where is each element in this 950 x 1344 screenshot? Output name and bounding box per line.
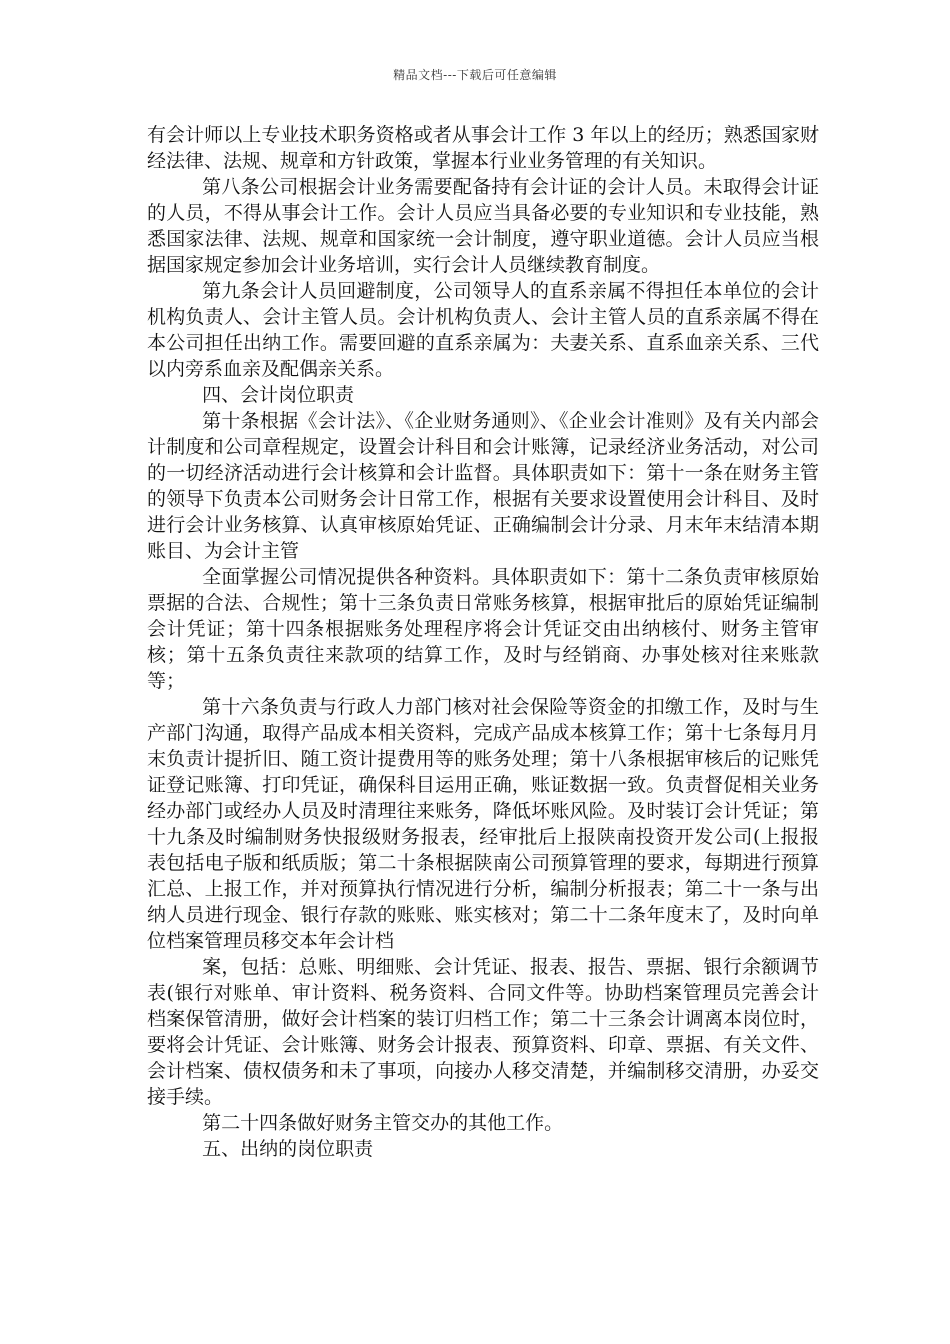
paragraph-article-9: 第九条会计人员回避制度，公司领导人的直系亲属不得担任本单位的会计机构负责人、会计主管人员。会计机构负责人、会计主管人员的直系亲属不得在本公司担任出纳工作。需要回避的直系亲属为：夫妻关系、直系血亲关系、三代以内旁系血亲及配偶亲关系。 <box>147 280 819 380</box>
paragraph-archives-article-23: 案，包括：总账、明细账、会计凭证、报表、报告、票据、银行余额调节表(银行对账单、审计资料、税务资料、合同文件等。协助档案管理员完善会计档案保管清册，做好会计档案的装订归档工作；第二十三条会计调离本岗位时，要将会计凭证、会计账簿、财务会计报表、预算资料、印章、票据、有关文件、会计档案、债权债务和未了事项，向接办人移交清楚，并编制移交清册，办妥交接手续。 <box>147 956 819 1108</box>
document-body <box>147 122 819 1162</box>
page-header: 精品文档---下载后可任意编辑 <box>393 68 557 82</box>
paragraph-article-10-11: 第十条根据《会计法》、《企业财务通则》、《企业会计准则》及有关内部会计制度和公司章程规定，设置会计科目和会计账簿，记录经济业务活动，对公司的一切经济活动进行会计核算和会计监督。具体职责如下：第十一条在财务主管的领导下负责本公司财务会计日常工作，根据有关要求设置使用会计科目、及时进行会计业务核算、认真审核原始凭证、正确编制会计分录、月末年末结清本期账目、为会计主管 <box>147 410 819 562</box>
paragraph-article-12-15: 全面掌握公司情况提供各种资料。具体职责如下：第十二条负责审核原始票据的合法、合规性；第十三条负责日常账务核算，根据审批后的原始凭证编制会计凭证；第十四条根据账务处理程序将会计凭证交由出纳核付、财务主管审核；第十五条负责往来款项的结算工作，及时与经销商、办事处核对往来账款等； <box>147 566 819 692</box>
section-heading-cashier-duties: 五、出纳的岗位职责 <box>202 1138 374 1160</box>
paragraph-article-8: 第八条公司根据会计业务需要配备持有会计证的会计人员。未取得会计证的人员，不得从事会计工作。会计人员应当具备必要的专业知识和专业技能，熟悉国家法律、法规、规章和国家统一会计制度，遵守职业道德。会计人员应当根据国家规定参加会计业务培训，实行会计人员继续教育制度。 <box>147 176 819 276</box>
paragraph-article-24: 第二十四条做好财务主管交办的其他工作。 <box>202 1112 564 1134</box>
paragraph-qualifications: 有会计师以上专业技术职务资格或者从事会计工作 3 年以上的经历；熟悉国家财经法律、法规、规章和方针政策，掌握本行业业务管理的有关知识。 <box>147 124 819 172</box>
section-heading-accounting-duties: 四、会计岗位职责 <box>202 384 355 406</box>
paragraph-article-16-22: 第十六条负责与行政人力部门核对社会保险等资金的扣缴工作，及时与生产部门沟通，取得产品成本相关资料，完成产品成本核算工作；第十七条每月月末负责计提折旧、随工资计提费用等的账务处理；第十八条根据审核后的记账凭证登记账簿、打印凭证，确保科目运用正确，账证数据一致。负责督促相关业务经办部门或经办人员及时清理往来账务，降低坏账风险。及时装订会计凭证；第十九条及时编制财务快报级财务报表，经审批后上报陕南投资开发公司(上报报表包括电子版和纸质版；第二十条根据陕南公司预算管理的要求，每期进行预算汇总、上报工作，并对预算执行情况进行分析，编制分析报表；第二十一条与出纳人员进行现金、银行存款的账账、账实核对；第二十二条年度末了，及时向单位档案管理员移交本年会计档 <box>147 696 819 952</box>
